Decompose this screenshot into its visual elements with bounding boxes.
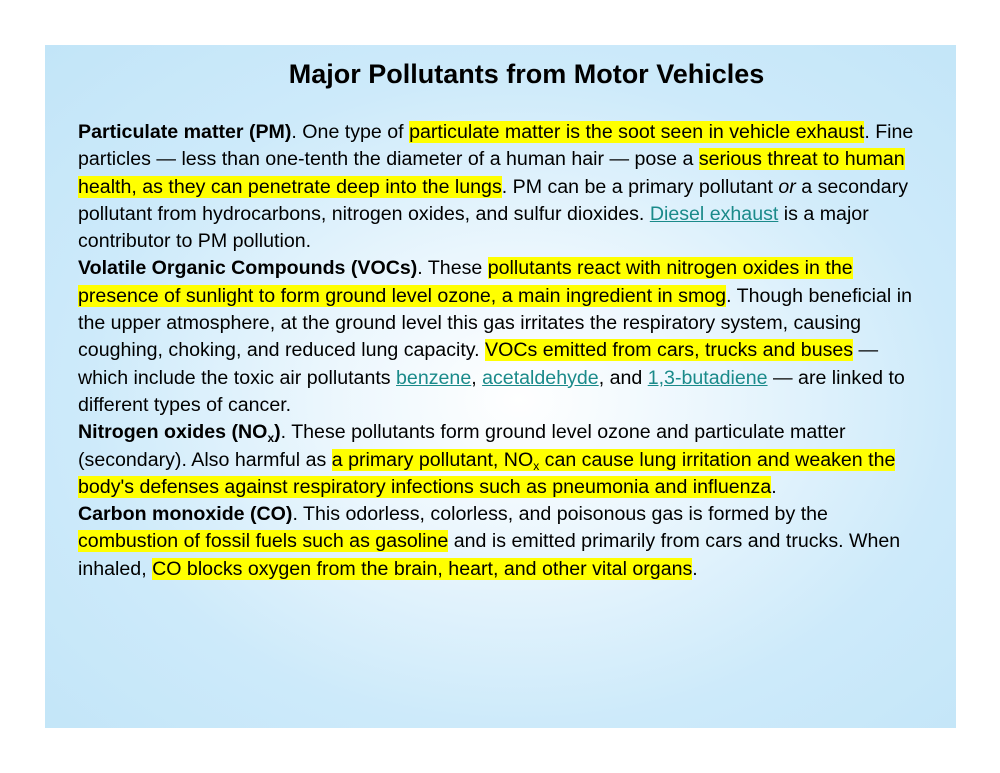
nox-highlight-1b: can cause lung irritation and weaken the body's defenses against respiratory infections such as pneumonia and influenza (78, 448, 896, 498)
voc-heading: Volatile Organic Compounds (VOCs) (78, 257, 418, 280)
paragraph-nitrogen-oxides (78, 419, 928, 501)
butadiene-link[interactable]: 1,3-butadiene (647, 366, 768, 389)
voc-text-1: . These (417, 257, 488, 280)
pm-text-1: . One type of (291, 121, 410, 143)
slide-title: Major Pollutants from Motor Vehicles (288, 59, 765, 89)
co-heading: Carbon monoxide (CO) (78, 503, 293, 526)
voc-text-3: — which include the toxic air pollutants (78, 339, 879, 389)
slide (45, 45, 956, 728)
voc-text-2: . Though beneficial in the upper atmosphere, at the ground level this gas irritates the respiratory system, causing coughing, choking, and reduced lung capacity. (78, 284, 912, 362)
co-highlight-1: combustion of fossil fuels such as gasoline (78, 530, 449, 553)
co-text-3: . (692, 557, 698, 580)
nox-heading-subscript: x (267, 431, 275, 446)
nox-text-1: . These pollutants form ground level ozone and particulate matter (secondary). Also harmful as (78, 421, 846, 471)
nox-text-2: . (771, 475, 777, 498)
pm-heading: Particulate matter (PM) (78, 121, 292, 143)
acetaldehyde-link[interactable]: acetaldehyde (482, 366, 599, 389)
pm-highlight-1: particulate matter is the soot seen in vehicle exhaust (409, 121, 865, 143)
nox-heading-end: ) (274, 421, 281, 444)
pm-text-5: is a major contributor to PM pollution. (78, 202, 869, 253)
pm-or-italic: or (778, 175, 796, 198)
nox-highlight-subscript: x (533, 458, 540, 473)
benzene-link[interactable]: benzene (396, 366, 472, 389)
co-highlight-2: CO blocks oxygen from the brain, heart, and other vital organs (152, 557, 693, 580)
co-text-2: and is emitted primarily from cars and trucks. When inhaled, (78, 530, 901, 580)
voc-text-4: — are linked to different types of cancer. (78, 366, 905, 416)
co-text-1: . This odorless, colorless, and poisonous gas is formed by the (292, 503, 828, 526)
pm-highlight-2: serious threat to human health, as they can penetrate deep into the lungs (78, 148, 905, 198)
pm-text-2: . Fine particles — less than one-tenth the diameter of a human hair — pose a (78, 121, 914, 171)
slide-body (78, 119, 928, 583)
voc-sep-2: , and (598, 366, 648, 389)
voc-highlight-1: pollutants react with nitrogen oxides in the presence of sunlight to form ground level ozone, a main ingredient in smog (78, 257, 853, 307)
nox-heading (78, 421, 281, 446)
paragraph-carbon-monoxide (78, 501, 928, 583)
pm-text-3: . PM can be a primary pollutant (501, 175, 779, 198)
voc-highlight-2: VOCs emitted from cars, trucks and buses (485, 339, 854, 362)
paragraph-particulate-matter (78, 119, 928, 255)
diesel-exhaust-link[interactable]: Diesel exhaust (649, 202, 779, 225)
nox-highlight-1a: a primary pollutant, NO (331, 448, 534, 471)
paragraph-vocs (78, 255, 928, 419)
pm-text-4: a secondary pollutant from hydrocarbons, nitrogen oxides, and sulfur dioxides. (78, 175, 909, 225)
voc-sep-1: , (471, 366, 483, 389)
nox-heading-text: Nitrogen oxides (NO (78, 421, 268, 444)
